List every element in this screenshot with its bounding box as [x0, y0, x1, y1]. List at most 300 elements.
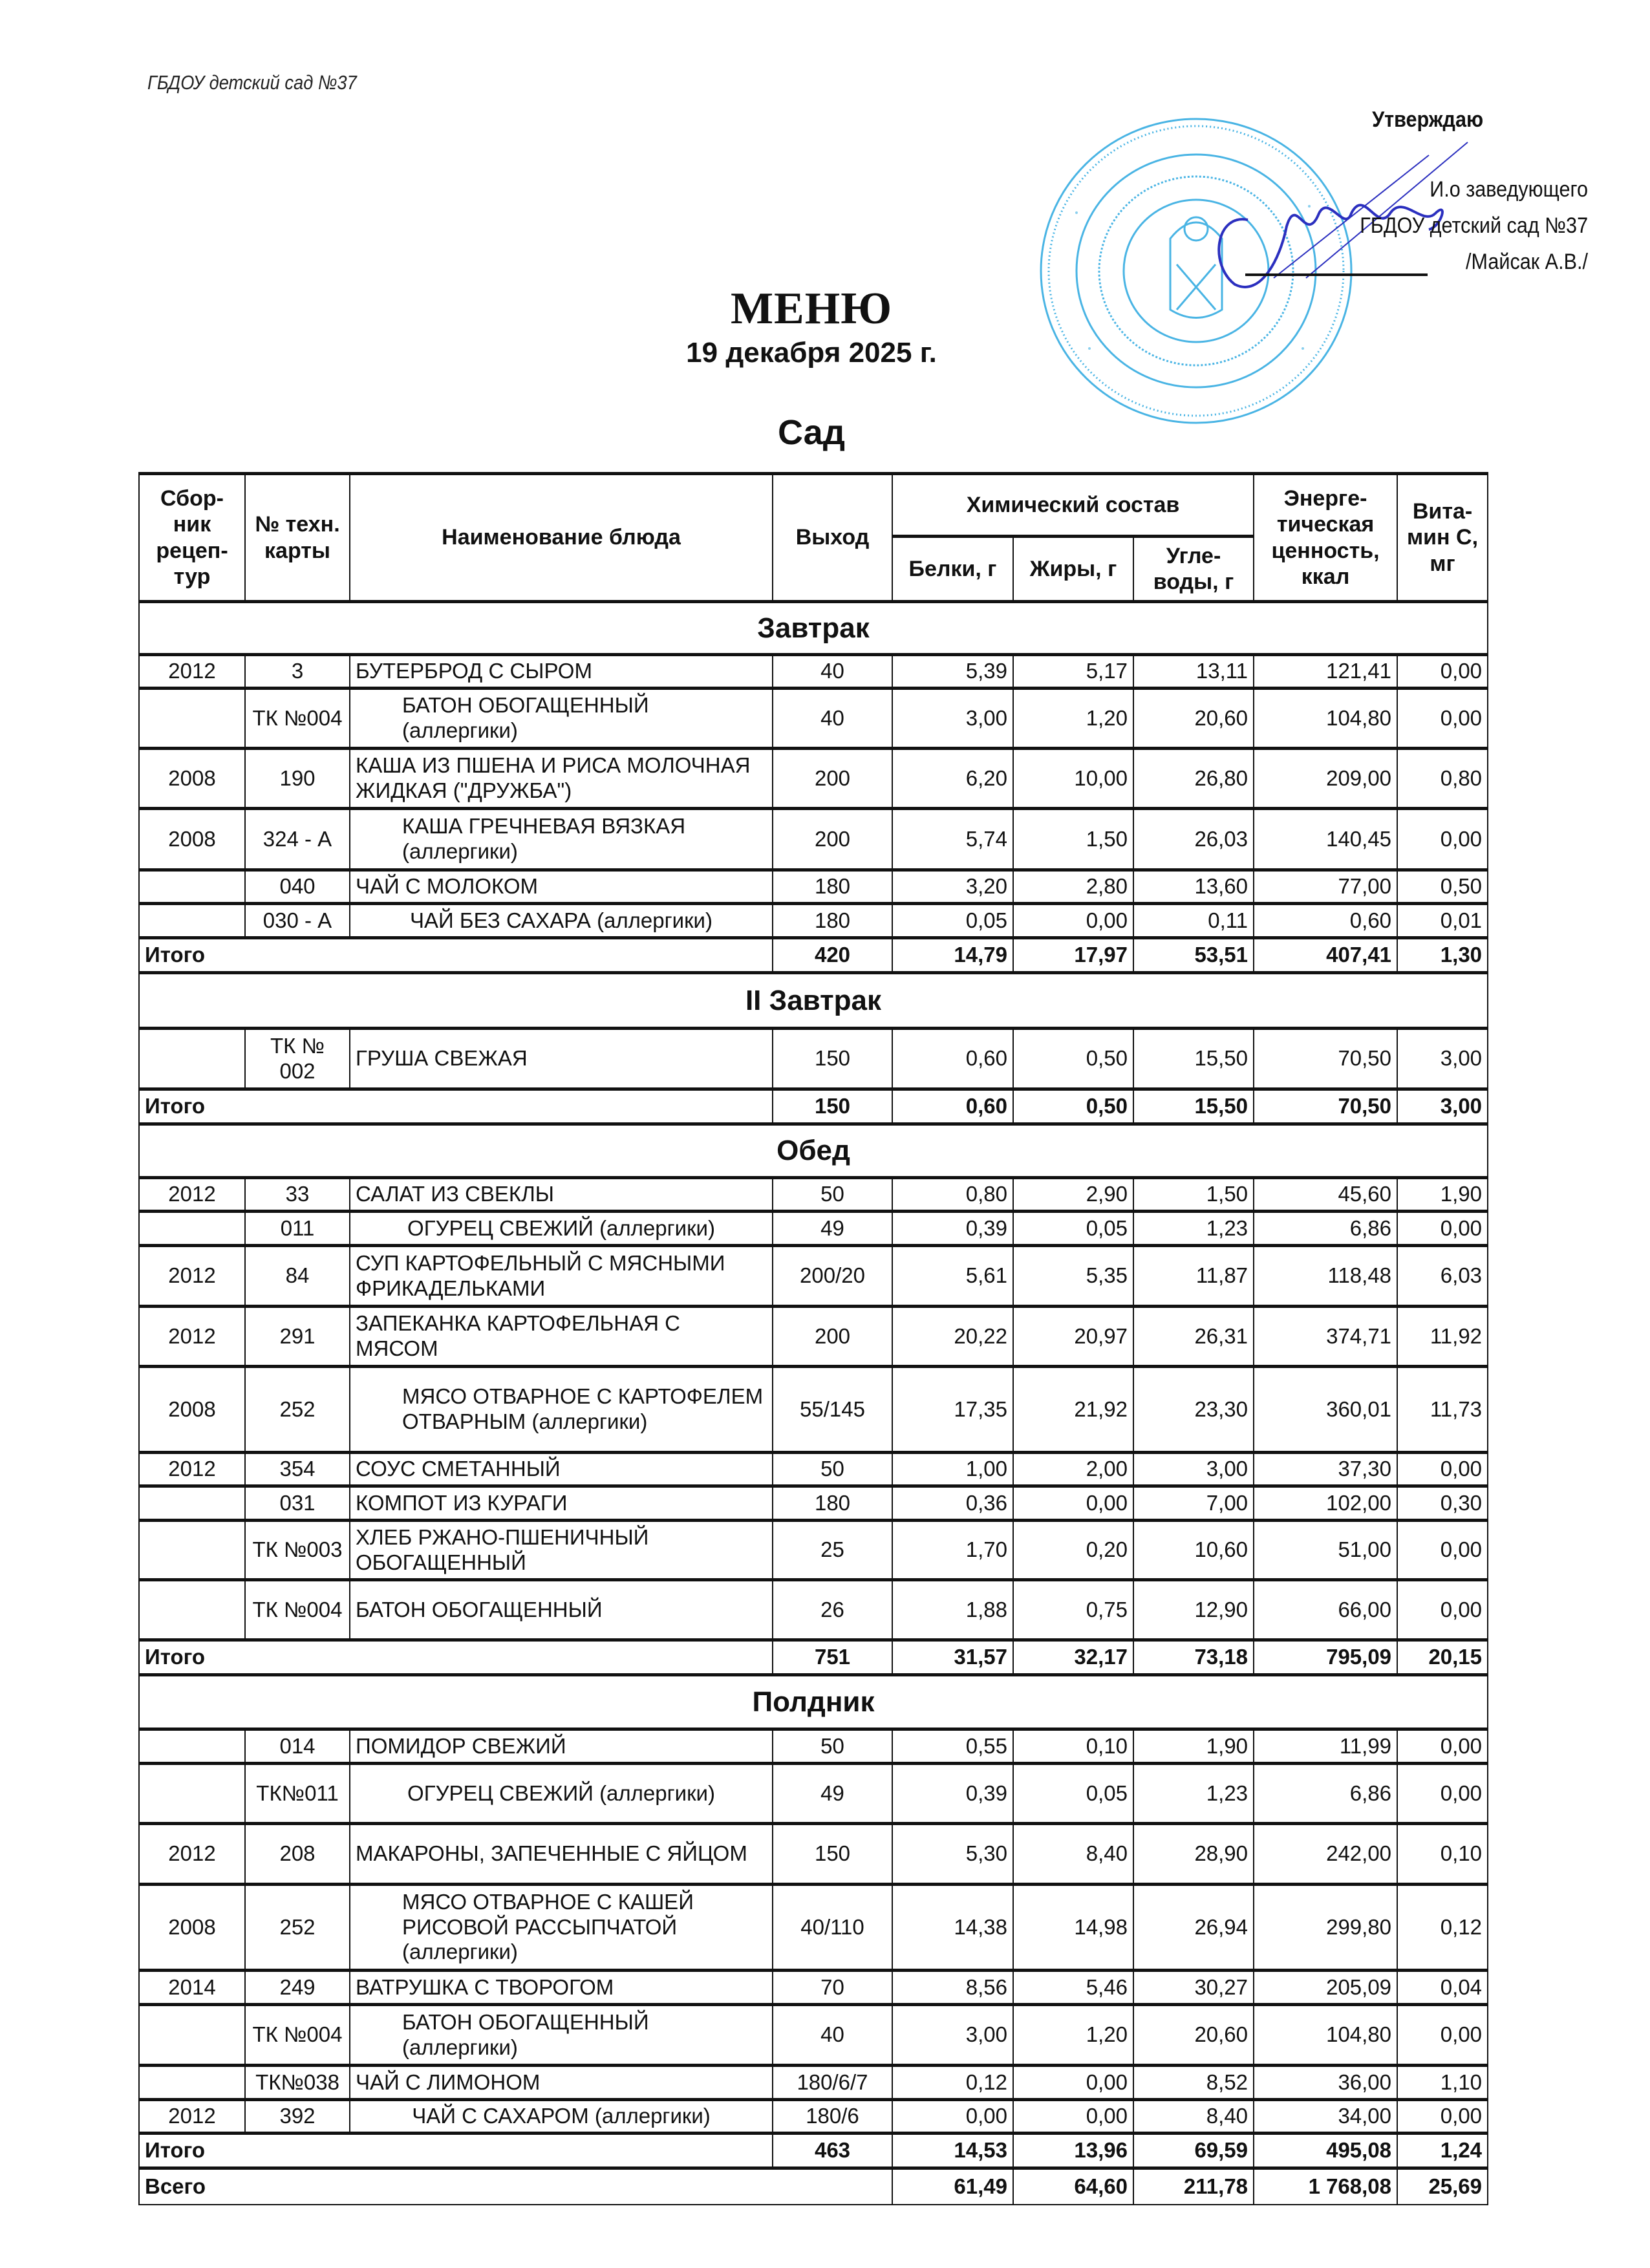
dish-row: [139, 1971, 1488, 2005]
energy-cell: 11,99: [1254, 1729, 1397, 1764]
dish-row: [139, 689, 1488, 749]
meal-name: Полдник: [139, 1675, 1488, 1729]
dish-name-cell: БАТОН ОБОГАЩЕННЫЙ: [350, 1580, 773, 1640]
energy-cell: 205,09: [1254, 1971, 1397, 2005]
vitamin-cell: 0,00: [1397, 689, 1488, 749]
subtotal-vitamin: 20,15: [1397, 1640, 1488, 1675]
energy-cell: 121,41: [1254, 655, 1397, 689]
collection-cell: [139, 2066, 245, 2100]
card-cell: ТК №004: [245, 689, 350, 749]
subtotal-proteins: 0,60: [892, 1089, 1013, 1124]
energy-cell: 34,00: [1254, 2100, 1397, 2134]
meal-header-row: [139, 973, 1488, 1029]
energy-cell: 104,80: [1254, 2005, 1397, 2066]
carbs-cell: 1,23: [1133, 1212, 1254, 1246]
yield-cell: 40: [773, 2005, 892, 2066]
yield-cell: 40: [773, 689, 892, 749]
card-cell: 190: [245, 749, 350, 809]
subtotal-vitamin: 3,00: [1397, 1089, 1488, 1124]
card-cell: 291: [245, 1307, 350, 1367]
dish-row: [139, 655, 1488, 689]
energy-cell: 77,00: [1254, 870, 1397, 904]
subtotal-energy: 407,41: [1254, 938, 1397, 973]
dish-name-cell: САЛАТ ИЗ СВЕКЛЫ: [350, 1178, 773, 1212]
dish-row: [139, 2066, 1488, 2100]
collection-cell: 2008: [139, 1367, 245, 1453]
proteins-cell: 0,00: [892, 2100, 1013, 2134]
fats-cell: 1,50: [1013, 809, 1133, 870]
dish-name-cell: КОМПОТ ИЗ КУРАГИ: [350, 1486, 773, 1521]
collection-cell: 2008: [139, 809, 245, 870]
carbs-cell: 8,40: [1133, 2100, 1254, 2134]
dish-name-cell: ГРУША СВЕЖАЯ: [350, 1029, 773, 1089]
vitamin-cell: 0,00: [1397, 655, 1488, 689]
col-yield: Выход: [773, 474, 892, 602]
proteins-cell: 0,60: [892, 1029, 1013, 1089]
fats-cell: 2,80: [1013, 870, 1133, 904]
subtotal-row: [139, 2134, 1488, 2168]
yield-cell: 50: [773, 1453, 892, 1486]
fats-cell: 20,97: [1013, 1307, 1133, 1367]
document-title: МЕНЮ: [730, 284, 893, 334]
vitamin-cell: 0,01: [1397, 904, 1488, 938]
yield-cell: 180: [773, 904, 892, 938]
card-cell: 030 - А: [245, 904, 350, 938]
subtotal-vitamin: 1,30: [1397, 938, 1488, 973]
dish-name-cell: СОУС СМЕТАННЫЙ: [350, 1453, 773, 1486]
dish-row: [139, 1729, 1488, 1764]
energy-cell: 37,30: [1254, 1453, 1397, 1486]
carbs-cell: 10,60: [1133, 1521, 1254, 1580]
carbs-cell: 0,11: [1133, 904, 1254, 938]
signature-icon: [1157, 116, 1494, 297]
card-cell: 252: [245, 1367, 350, 1453]
collection-cell: 2014: [139, 1971, 245, 2005]
carbs-cell: 1,90: [1133, 1729, 1254, 1764]
card-cell: 208: [245, 1824, 350, 1885]
energy-cell: 360,01: [1254, 1367, 1397, 1453]
proteins-cell: 1,00: [892, 1453, 1013, 1486]
carbs-cell: 13,60: [1133, 870, 1254, 904]
yield-cell: 25: [773, 1521, 892, 1580]
vitamin-cell: 0,00: [1397, 1521, 1488, 1580]
dish-name-cell: ОГУРЕЦ СВЕЖИЙ (аллергики): [350, 1764, 773, 1824]
collection-cell: [139, 1729, 245, 1764]
proteins-cell: 20,22: [892, 1307, 1013, 1367]
fats-cell: 10,00: [1013, 749, 1133, 809]
energy-cell: 0,60: [1254, 904, 1397, 938]
card-cell: ТК№011: [245, 1764, 350, 1824]
fats-cell: 0,10: [1013, 1729, 1133, 1764]
subtotal-fats: 32,17: [1013, 1640, 1133, 1675]
proteins-cell: 5,39: [892, 655, 1013, 689]
proteins-cell: 0,39: [892, 1764, 1013, 1824]
subtotal-label: Итого: [139, 2134, 773, 2168]
card-cell: 040: [245, 870, 350, 904]
col-card-no: № техн. карты: [245, 474, 350, 602]
energy-cell: 6,86: [1254, 1212, 1397, 1246]
proteins-cell: 17,35: [892, 1367, 1013, 1453]
col-dish-name: Наименование блюда: [350, 474, 773, 602]
dish-row: [139, 1178, 1488, 1212]
proteins-cell: 5,61: [892, 1246, 1013, 1307]
collection-cell: [139, 1764, 245, 1824]
collection-cell: 2012: [139, 1246, 245, 1307]
collection-cell: [139, 1580, 245, 1640]
fats-cell: 0,05: [1013, 1212, 1133, 1246]
card-cell: ТК№038: [245, 2066, 350, 2100]
collection-cell: 2012: [139, 1307, 245, 1367]
fats-cell: 5,46: [1013, 1971, 1133, 2005]
subtotal-label: Итого: [139, 1089, 773, 1124]
energy-cell: 299,80: [1254, 1885, 1397, 1971]
collection-cell: 2008: [139, 749, 245, 809]
collection-cell: [139, 2005, 245, 2066]
yield-cell: 200/20: [773, 1246, 892, 1307]
dish-name-cell: МЯСО ОТВАРНОЕ С КАШЕЙ РИСОВОЙ РАССЫПЧАТОЙ (аллергики): [350, 1885, 773, 1971]
collection-cell: [139, 689, 245, 749]
collection-cell: 2012: [139, 2100, 245, 2134]
energy-cell: 6,86: [1254, 1764, 1397, 1824]
energy-cell: 118,48: [1254, 1246, 1397, 1307]
collection-cell: 2012: [139, 1453, 245, 1486]
vitamin-cell: 0,00: [1397, 1453, 1488, 1486]
collection-cell: [139, 1486, 245, 1521]
yield-cell: 40: [773, 655, 892, 689]
energy-cell: 209,00: [1254, 749, 1397, 809]
energy-cell: 66,00: [1254, 1580, 1397, 1640]
carbs-cell: 23,30: [1133, 1367, 1254, 1453]
subtotal-energy: 70,50: [1254, 1089, 1397, 1124]
dish-row: [139, 2005, 1488, 2066]
subtotal-carbs: 73,18: [1133, 1640, 1254, 1675]
card-cell: 014: [245, 1729, 350, 1764]
dish-name-cell: ЧАЙ С САХАРОМ (аллергики): [350, 2100, 773, 2134]
fats-cell: 0,00: [1013, 2066, 1133, 2100]
dish-row: [139, 904, 1488, 938]
meal-header-row: [139, 1124, 1488, 1178]
carbs-cell: 1,23: [1133, 1764, 1254, 1824]
card-cell: 84: [245, 1246, 350, 1307]
dish-row: [139, 1521, 1488, 1580]
yield-cell: 49: [773, 1212, 892, 1246]
proteins-cell: 3,00: [892, 689, 1013, 749]
carbs-cell: 15,50: [1133, 1029, 1254, 1089]
yield-cell: 150: [773, 1029, 892, 1089]
dish-name-cell: КАША ИЗ ПШЕНА И РИСА МОЛОЧНАЯ ЖИДКАЯ ("ДРУЖБА"): [350, 749, 773, 809]
grand-total-label: Всего: [139, 2168, 892, 2205]
vitamin-cell: 11,92: [1397, 1307, 1488, 1367]
yield-cell: 49: [773, 1764, 892, 1824]
vitamin-cell: 0,04: [1397, 1971, 1488, 2005]
vitamin-cell: 0,10: [1397, 1824, 1488, 1885]
col-energy: Энерге-тическая ценность, ккал: [1254, 474, 1397, 602]
subtotal-yield: 751: [773, 1640, 892, 1675]
carbs-cell: 20,60: [1133, 689, 1254, 749]
dish-row: [139, 1307, 1488, 1367]
menu-table: [138, 472, 1488, 2205]
dish-name-cell: ЧАЙ С МОЛОКОМ: [350, 870, 773, 904]
carbs-cell: 26,03: [1133, 809, 1254, 870]
carbs-cell: 20,60: [1133, 2005, 1254, 2066]
collection-cell: 2012: [139, 655, 245, 689]
proteins-cell: 0,12: [892, 2066, 1013, 2100]
card-cell: 031: [245, 1486, 350, 1521]
col-proteins: Белки, г: [892, 537, 1013, 602]
carbs-cell: 1,50: [1133, 1178, 1254, 1212]
collection-cell: [139, 870, 245, 904]
yield-cell: 150: [773, 1824, 892, 1885]
vitamin-cell: 3,00: [1397, 1029, 1488, 1089]
fats-cell: 0,20: [1013, 1521, 1133, 1580]
yield-cell: 180: [773, 870, 892, 904]
dish-row: [139, 1486, 1488, 1521]
collection-cell: 2008: [139, 1885, 245, 1971]
vitamin-cell: 0,12: [1397, 1885, 1488, 1971]
energy-cell: 51,00: [1254, 1521, 1397, 1580]
subtotal-fats: 17,97: [1013, 938, 1133, 973]
carbs-cell: 28,90: [1133, 1824, 1254, 1885]
approval-title: Утверждаю: [1371, 107, 1483, 132]
subtotal-yield: 420: [773, 938, 892, 973]
vitamin-cell: 0,50: [1397, 870, 1488, 904]
grand-total-proteins: 61,49: [892, 2168, 1013, 2205]
dish-row: [139, 1764, 1488, 1824]
subtotal-proteins: 14,79: [892, 938, 1013, 973]
proteins-cell: 5,30: [892, 1824, 1013, 1885]
fats-cell: 0,05: [1013, 1764, 1133, 1824]
subtotal-fats: 13,96: [1013, 2134, 1133, 2168]
energy-cell: 45,60: [1254, 1178, 1397, 1212]
vitamin-cell: 0,00: [1397, 1729, 1488, 1764]
energy-cell: 104,80: [1254, 689, 1397, 749]
dish-name-cell: ЗАПЕКАНКА КАРТОФЕЛЬНАЯ С МЯСОМ: [350, 1307, 773, 1367]
proteins-cell: 0,05: [892, 904, 1013, 938]
fats-cell: 14,98: [1013, 1885, 1133, 1971]
proteins-cell: 5,74: [892, 809, 1013, 870]
col-collection: Сбор-ник рецеп-тур: [139, 474, 245, 602]
energy-cell: 242,00: [1254, 1824, 1397, 1885]
proteins-cell: 0,39: [892, 1212, 1013, 1246]
carbs-cell: 26,80: [1133, 749, 1254, 809]
vitamin-cell: 0,00: [1397, 2005, 1488, 2066]
energy-cell: 70,50: [1254, 1029, 1397, 1089]
fats-cell: 5,17: [1013, 655, 1133, 689]
yield-cell: 26: [773, 1580, 892, 1640]
col-carbs: Угле-воды, г: [1133, 537, 1254, 602]
dish-name-cell: БАТОН ОБОГАЩЕННЫЙ (аллергики): [350, 2005, 773, 2066]
vitamin-cell: 0,00: [1397, 1580, 1488, 1640]
fats-cell: 1,20: [1013, 2005, 1133, 2066]
dish-name-cell: МЯСО ОТВАРНОЕ С КАРТОФЕЛЕМ ОТВАРНЫМ (аллергики): [350, 1367, 773, 1453]
fats-cell: 0,75: [1013, 1580, 1133, 1640]
yield-cell: 200: [773, 1307, 892, 1367]
dish-row: [139, 2100, 1488, 2134]
fats-cell: 21,92: [1013, 1367, 1133, 1453]
dish-name-cell: КАША ГРЕЧНЕВАЯ ВЯЗКАЯ (аллергики): [350, 809, 773, 870]
dish-row: [139, 809, 1488, 870]
dish-row: [139, 1367, 1488, 1453]
dish-name-cell: ЧАЙ С ЛИМОНОМ: [350, 2066, 773, 2100]
vitamin-cell: 0,00: [1397, 1212, 1488, 1246]
carbs-cell: 8,52: [1133, 2066, 1254, 2100]
dish-row: [139, 1580, 1488, 1640]
fats-cell: 0,50: [1013, 1029, 1133, 1089]
card-cell: ТК №004: [245, 2005, 350, 2066]
fats-cell: 0,00: [1013, 2100, 1133, 2134]
carbs-cell: 3,00: [1133, 1453, 1254, 1486]
subtotal-energy: 795,09: [1254, 1640, 1397, 1675]
energy-cell: 140,45: [1254, 809, 1397, 870]
subtotal-carbs: 15,50: [1133, 1089, 1254, 1124]
vitamin-cell: 0,80: [1397, 749, 1488, 809]
grand-total-energy: 1 768,08: [1254, 2168, 1397, 2205]
carbs-cell: 7,00: [1133, 1486, 1254, 1521]
vitamin-cell: 0,00: [1397, 1764, 1488, 1824]
dish-row: [139, 1029, 1488, 1089]
carbs-cell: 26,94: [1133, 1885, 1254, 1971]
proteins-cell: 0,80: [892, 1178, 1013, 1212]
carbs-cell: 11,87: [1133, 1246, 1254, 1307]
yield-cell: 180/6/7: [773, 2066, 892, 2100]
subtotal-vitamin: 1,24: [1397, 2134, 1488, 2168]
yield-cell: 40/110: [773, 1885, 892, 1971]
vitamin-cell: 6,03: [1397, 1246, 1488, 1307]
dish-row: [139, 1246, 1488, 1307]
card-cell: 252: [245, 1885, 350, 1971]
card-cell: 392: [245, 2100, 350, 2134]
vitamin-cell: 0,00: [1397, 2100, 1488, 2134]
card-cell: ТК №004: [245, 1580, 350, 1640]
subtotal-carbs: 53,51: [1133, 938, 1254, 973]
meal-header-row: [139, 602, 1488, 655]
dish-row: [139, 1212, 1488, 1246]
yield-cell: 50: [773, 1729, 892, 1764]
proteins-cell: 6,20: [892, 749, 1013, 809]
subtotal-label: Итого: [139, 1640, 773, 1675]
meal-name: II Завтрак: [139, 973, 1488, 1029]
subtotal-energy: 495,08: [1254, 2134, 1397, 2168]
grand-total-fats: 64,60: [1013, 2168, 1133, 2205]
dish-name-cell: ЧАЙ БЕЗ САХАРА (аллергики): [350, 904, 773, 938]
subtotal-row: [139, 1089, 1488, 1124]
yield-cell: 180: [773, 1486, 892, 1521]
dish-row: [139, 749, 1488, 809]
dish-name-cell: ОГУРЕЦ СВЕЖИЙ (аллергики): [350, 1212, 773, 1246]
subtotal-yield: 150: [773, 1089, 892, 1124]
card-cell: 33: [245, 1178, 350, 1212]
dish-name-cell: БУТЕРБРОД С СЫРОМ: [350, 655, 773, 689]
grand-total-row: [139, 2168, 1488, 2205]
collection-cell: [139, 1212, 245, 1246]
vitamin-cell: 0,00: [1397, 809, 1488, 870]
subtotal-yield: 463: [773, 2134, 892, 2168]
collection-cell: [139, 904, 245, 938]
card-cell: 3: [245, 655, 350, 689]
approval-position: И.о заведующего: [1430, 177, 1588, 202]
energy-cell: 36,00: [1254, 2066, 1397, 2100]
fats-cell: 0,00: [1013, 1486, 1133, 1521]
carbs-cell: 12,90: [1133, 1580, 1254, 1640]
dish-name-cell: СУП КАРТОФЕЛЬНЫЙ С МЯСНЫМИ ФРИКАДЕЛЬКАМИ: [350, 1246, 773, 1307]
proteins-cell: 1,70: [892, 1521, 1013, 1580]
proteins-cell: 14,38: [892, 1885, 1013, 1971]
col-vitamin: Вита-мин С, мг: [1397, 474, 1488, 602]
collection-cell: [139, 1521, 245, 1580]
vitamin-cell: 1,10: [1397, 2066, 1488, 2100]
col-chemical: Химический состав: [892, 474, 1254, 537]
proteins-cell: 1,88: [892, 1580, 1013, 1640]
card-cell: 011: [245, 1212, 350, 1246]
card-cell: ТК № 002: [245, 1029, 350, 1089]
menu-body: [139, 602, 1488, 2205]
proteins-cell: 3,20: [892, 870, 1013, 904]
dish-name-cell: ВАТРУШКА С ТВОРОГОМ: [350, 1971, 773, 2005]
proteins-cell: 0,36: [892, 1486, 1013, 1521]
dish-row: [139, 1453, 1488, 1486]
dish-name-cell: МАКАРОНЫ, ЗАПЕЧЕННЫЕ С ЯЙЦОМ: [350, 1824, 773, 1885]
subtotal-carbs: 69,59: [1133, 2134, 1254, 2168]
fats-cell: 0,00: [1013, 904, 1133, 938]
energy-cell: 102,00: [1254, 1486, 1397, 1521]
meal-header-row: [139, 1675, 1488, 1729]
fats-cell: 2,00: [1013, 1453, 1133, 1486]
dish-name-cell: ПОМИДОР СВЕЖИЙ: [350, 1729, 773, 1764]
vitamin-cell: 11,73: [1397, 1367, 1488, 1453]
grand-total-carbs: 211,78: [1133, 2168, 1254, 2205]
subtotal-proteins: 14,53: [892, 2134, 1013, 2168]
card-cell: 324 - А: [245, 809, 350, 870]
yield-cell: 200: [773, 809, 892, 870]
yield-cell: 50: [773, 1178, 892, 1212]
card-cell: ТК №003: [245, 1521, 350, 1580]
dish-name-cell: БАТОН ОБОГАЩЕННЫЙ (аллергики): [350, 689, 773, 749]
meal-name: Завтрак: [139, 602, 1488, 655]
carbs-cell: 30,27: [1133, 1971, 1254, 2005]
proteins-cell: 8,56: [892, 1971, 1013, 2005]
document-date: 19 декабря 2025 г.: [686, 337, 937, 369]
grand-total-vitamin: 25,69: [1397, 2168, 1488, 2205]
card-cell: 249: [245, 1971, 350, 2005]
approval-signatory: /Майсак А.В./: [1466, 250, 1588, 274]
dish-row: [139, 870, 1488, 904]
vitamin-cell: 0,30: [1397, 1486, 1488, 1521]
proteins-cell: 0,55: [892, 1729, 1013, 1764]
approval-institution: ГБДОУ детский сад №37: [1360, 213, 1588, 238]
col-fats: Жиры, г: [1013, 537, 1133, 602]
yield-cell: 70: [773, 1971, 892, 2005]
organization-name: ГБДОУ детский сад №37: [147, 71, 357, 94]
carbs-cell: 26,31: [1133, 1307, 1254, 1367]
yield-cell: 180/6: [773, 2100, 892, 2134]
dish-name-cell: ХЛЕБ РЖАНО-ПШЕНИЧНЫЙ ОБОГАЩЕННЫЙ: [350, 1521, 773, 1580]
yield-cell: 55/145: [773, 1367, 892, 1453]
subtotal-row: [139, 938, 1488, 973]
subtotal-proteins: 31,57: [892, 1640, 1013, 1675]
vitamin-cell: 1,90: [1397, 1178, 1488, 1212]
card-cell: 354: [245, 1453, 350, 1486]
subtotal-fats: 0,50: [1013, 1089, 1133, 1124]
collection-cell: [139, 1029, 245, 1089]
subtotal-row: [139, 1640, 1488, 1675]
dish-row: [139, 1824, 1488, 1885]
signature-line: [1245, 273, 1428, 276]
energy-cell: 374,71: [1254, 1307, 1397, 1367]
collection-cell: 2012: [139, 1178, 245, 1212]
subtotal-label: Итого: [139, 938, 773, 973]
proteins-cell: 3,00: [892, 2005, 1013, 2066]
fats-cell: 5,35: [1013, 1246, 1133, 1307]
